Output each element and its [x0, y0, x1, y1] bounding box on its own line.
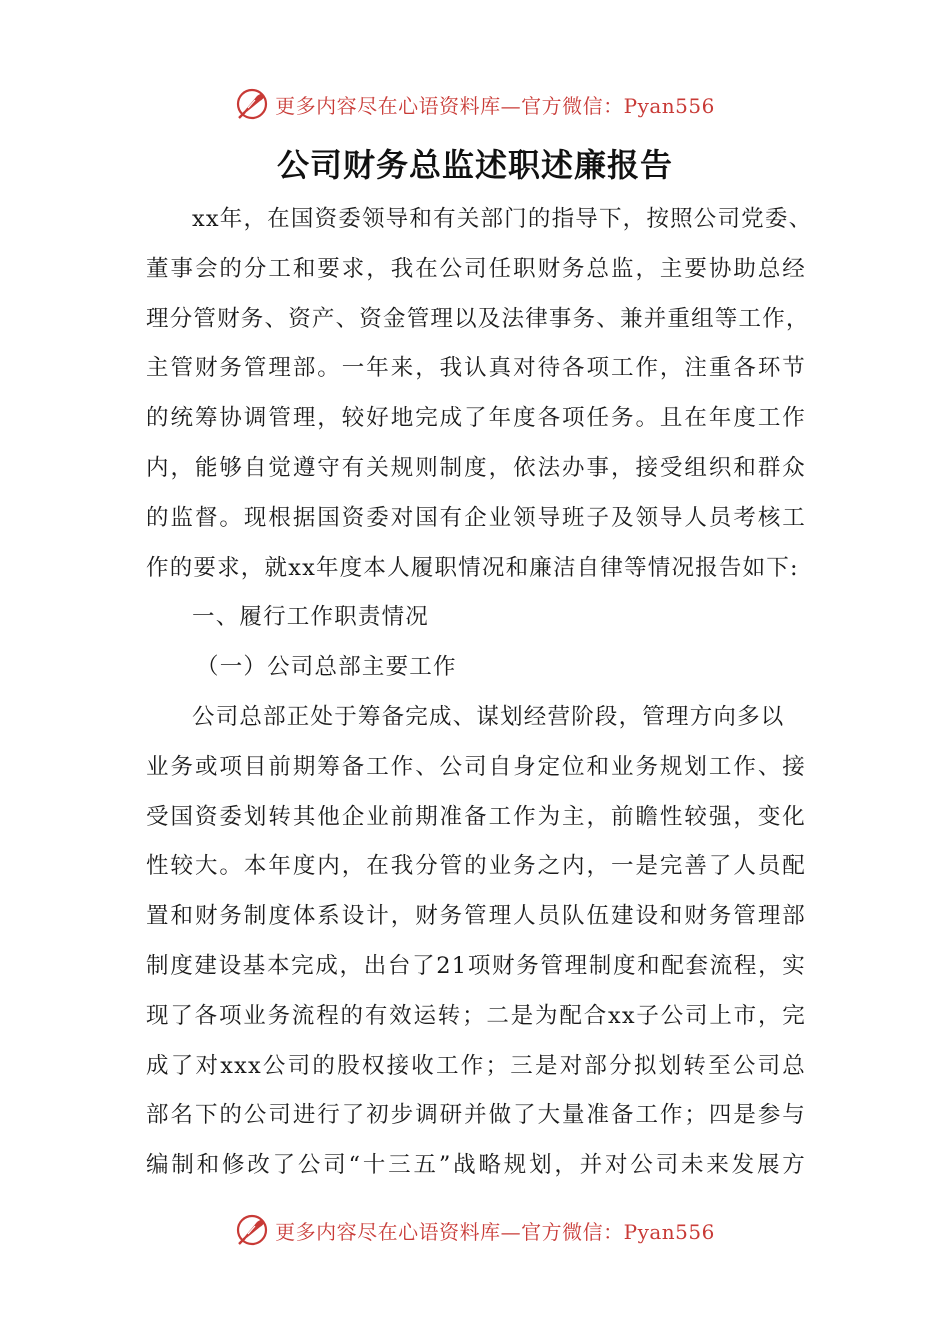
document-body [146, 195, 813, 1191]
watermark-text: 更多内容尽在心语资料库—官方微信：Pyan556 [275, 93, 715, 118]
text-line: 编制和修改了公司“十三五”战略规划，并对公司未来发展方 [146, 1152, 806, 1179]
text-line: 的统筹协调管理，较好地完成了年度各项任务。且在年度工作 [146, 405, 806, 432]
quill-pen-logo-icon [235, 1213, 269, 1247]
subsection-heading: （一）公司总部主要工作 [196, 654, 457, 681]
text-line: 制度建设基本完成，出台了21项财务管理制度和配套流程，实 [146, 952, 806, 979]
text-line: 内，能够自觉遵守有关规则制度，依法办事，接受组织和群众 [146, 454, 806, 481]
section-heading: 一、履行工作职责情况 [192, 604, 430, 631]
text-line: 成了对xxx公司的股权接收工作；三是对部分拟划转至公司总 [146, 1052, 806, 1079]
document-title: 公司财务总监述职述廉报告 [276, 146, 673, 184]
text-line: 部名下的公司进行了初步调研并做了大量准备工作；四是参与 [146, 1102, 806, 1129]
text-line: 现了各项业务流程的有效运转；二是为配合xx子公司上市，完 [146, 1002, 806, 1029]
text-line: xx年，在国资委领导和有关部门的指导下，按照公司党委、 [192, 206, 813, 232]
text-line: 性较大。本年度内，在我分管的业务之内，一是完善了人员配 [146, 853, 806, 880]
footer-watermark-banner [0, 1210, 950, 1250]
text-line: 业务或项目前期筹备工作、公司自身定位和业务规划工作、接 [146, 753, 806, 780]
watermark-text: 更多内容尽在心语资料库—官方微信：Pyan556 [275, 1219, 715, 1244]
text-line: 受国资委划转其他企业前期准备工作为主，前瞻性较强，变化 [146, 803, 806, 830]
text-line: 董事会的分工和要求，我在公司任职财务总监，主要协助总经 [146, 255, 806, 282]
text-line: 理分管财务、资产、资金管理以及法律事务、兼并重组等工作， [146, 305, 810, 332]
text-line: 作的要求，就xx年度本人履职情况和廉洁自律等情况报告如下: [146, 554, 799, 581]
header-watermark-banner [0, 84, 950, 124]
text-line: 主管财务管理部。一年来，我认真对待各项工作，注重各环节 [146, 355, 806, 382]
text-line: 置和财务制度体系设计，财务管理人员队伍建设和财务管理部 [146, 903, 806, 930]
text-line: 的监督。现根据国资委对国有企业领导班子及领导人员考核工 [146, 504, 806, 531]
quill-pen-logo-icon [235, 87, 269, 121]
text-line: 公司总部正处于筹备完成、谋划经营阶段，管理方向多以 [192, 703, 785, 730]
